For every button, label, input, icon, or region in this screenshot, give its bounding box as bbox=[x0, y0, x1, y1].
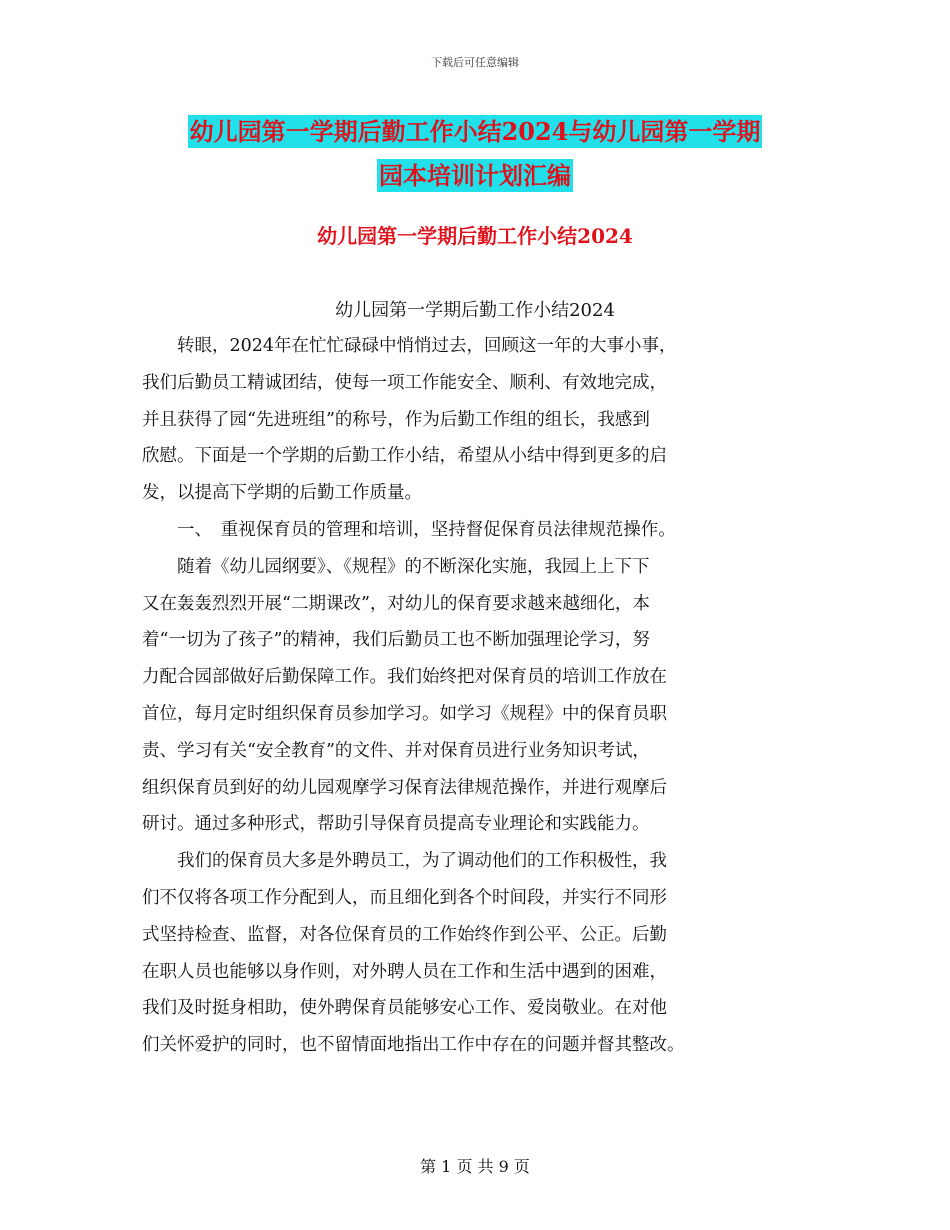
text-line: 责、学习有关“安全教育”的文件、并对保育员进行业务知识考试， bbox=[142, 740, 650, 761]
section-title: 幼儿园第一学期后勤工作小结2024 bbox=[317, 224, 633, 248]
text-line: 欣慰。下面是一个学期的后勤工作小结，希望从小结中得到更多的启 bbox=[142, 446, 667, 467]
document-title-line-1: 幼儿园第一学期后勤工作小结2024与幼儿园第一学期 bbox=[189, 117, 761, 146]
text-line: 着“一切为了孩子”的精神，我们后勤员工也不断加强理论学习，努 bbox=[142, 630, 650, 651]
header-note: 下载后可任意编辑 bbox=[431, 56, 519, 69]
text-line: 我们及时挺身相助，使外聘保育员能够安心工作、爱岗敬业。在对他 bbox=[142, 998, 667, 1019]
text-line: 随着《幼儿园纲要》、《规程》的不断深化实施，我园上上下下 bbox=[142, 556, 650, 577]
text-line: 式坚持检查、监督，对各位保育员的工作始终作到公平、公正。后勤 bbox=[142, 924, 667, 945]
text-line: 研讨。通过多种形式，帮助引导保育员提高专业理论和实践能力。 bbox=[142, 814, 650, 835]
page-footer: 第 1 页 共 9 页 bbox=[420, 1157, 530, 1176]
text-line: 们不仅将各项工作分配到人，而且细化到各个时间段，并实行不同形 bbox=[142, 887, 667, 908]
text-line: 组织保育员到好的幼儿园观摩学习保育法律规范操作，并进行观摩后 bbox=[142, 777, 667, 798]
text-line: 力配合园部做好后勤保障工作。我们始终把对保育员的培训工作放在 bbox=[142, 667, 667, 688]
text-line: 我们的保育员大多是外聘员工，为了调动他们的工作积极性，我 bbox=[142, 851, 667, 872]
text-line: 首位，每月定时组织保育员参加学习。如学习《规程》中的保育员职 bbox=[142, 703, 667, 724]
text-line: 又在轰轰烈烈开展“二期课改”，对幼儿的保育要求越来越细化，本 bbox=[142, 593, 650, 614]
document-title bbox=[0, 110, 950, 198]
text-line: 一、 重视保育员的管理和培训，坚持督促保育员法律规范操作。 bbox=[142, 519, 676, 540]
text-line: 我们后勤员工精诚团结，使每一项工作能安全、顺利、有效地完成， bbox=[142, 372, 667, 393]
document-title-line-2: 园本培训计划汇编 bbox=[379, 161, 571, 190]
text-line: 在职人员也能够以身作则，对外聘人员在工作和生活中遇到的困难， bbox=[142, 961, 667, 982]
text-line: 并且获得了园“先进班组”的称号，作为后勤工作组的组长，我感到 bbox=[142, 409, 650, 430]
text-line: 转眼，2024年在忙忙碌碌中悄悄过去，回顾这一年的大事小事， bbox=[142, 336, 677, 356]
text-line: 发，以提高下学期的后勤工作质量。 bbox=[142, 483, 422, 504]
text-line: 们关怀爱护的同时，也不留情面地指出工作中存在的问题并督其整改。 bbox=[142, 1035, 685, 1056]
subtitle: 幼儿园第一学期后勤工作小结2024 bbox=[335, 300, 615, 321]
body-text bbox=[142, 328, 802, 1064]
